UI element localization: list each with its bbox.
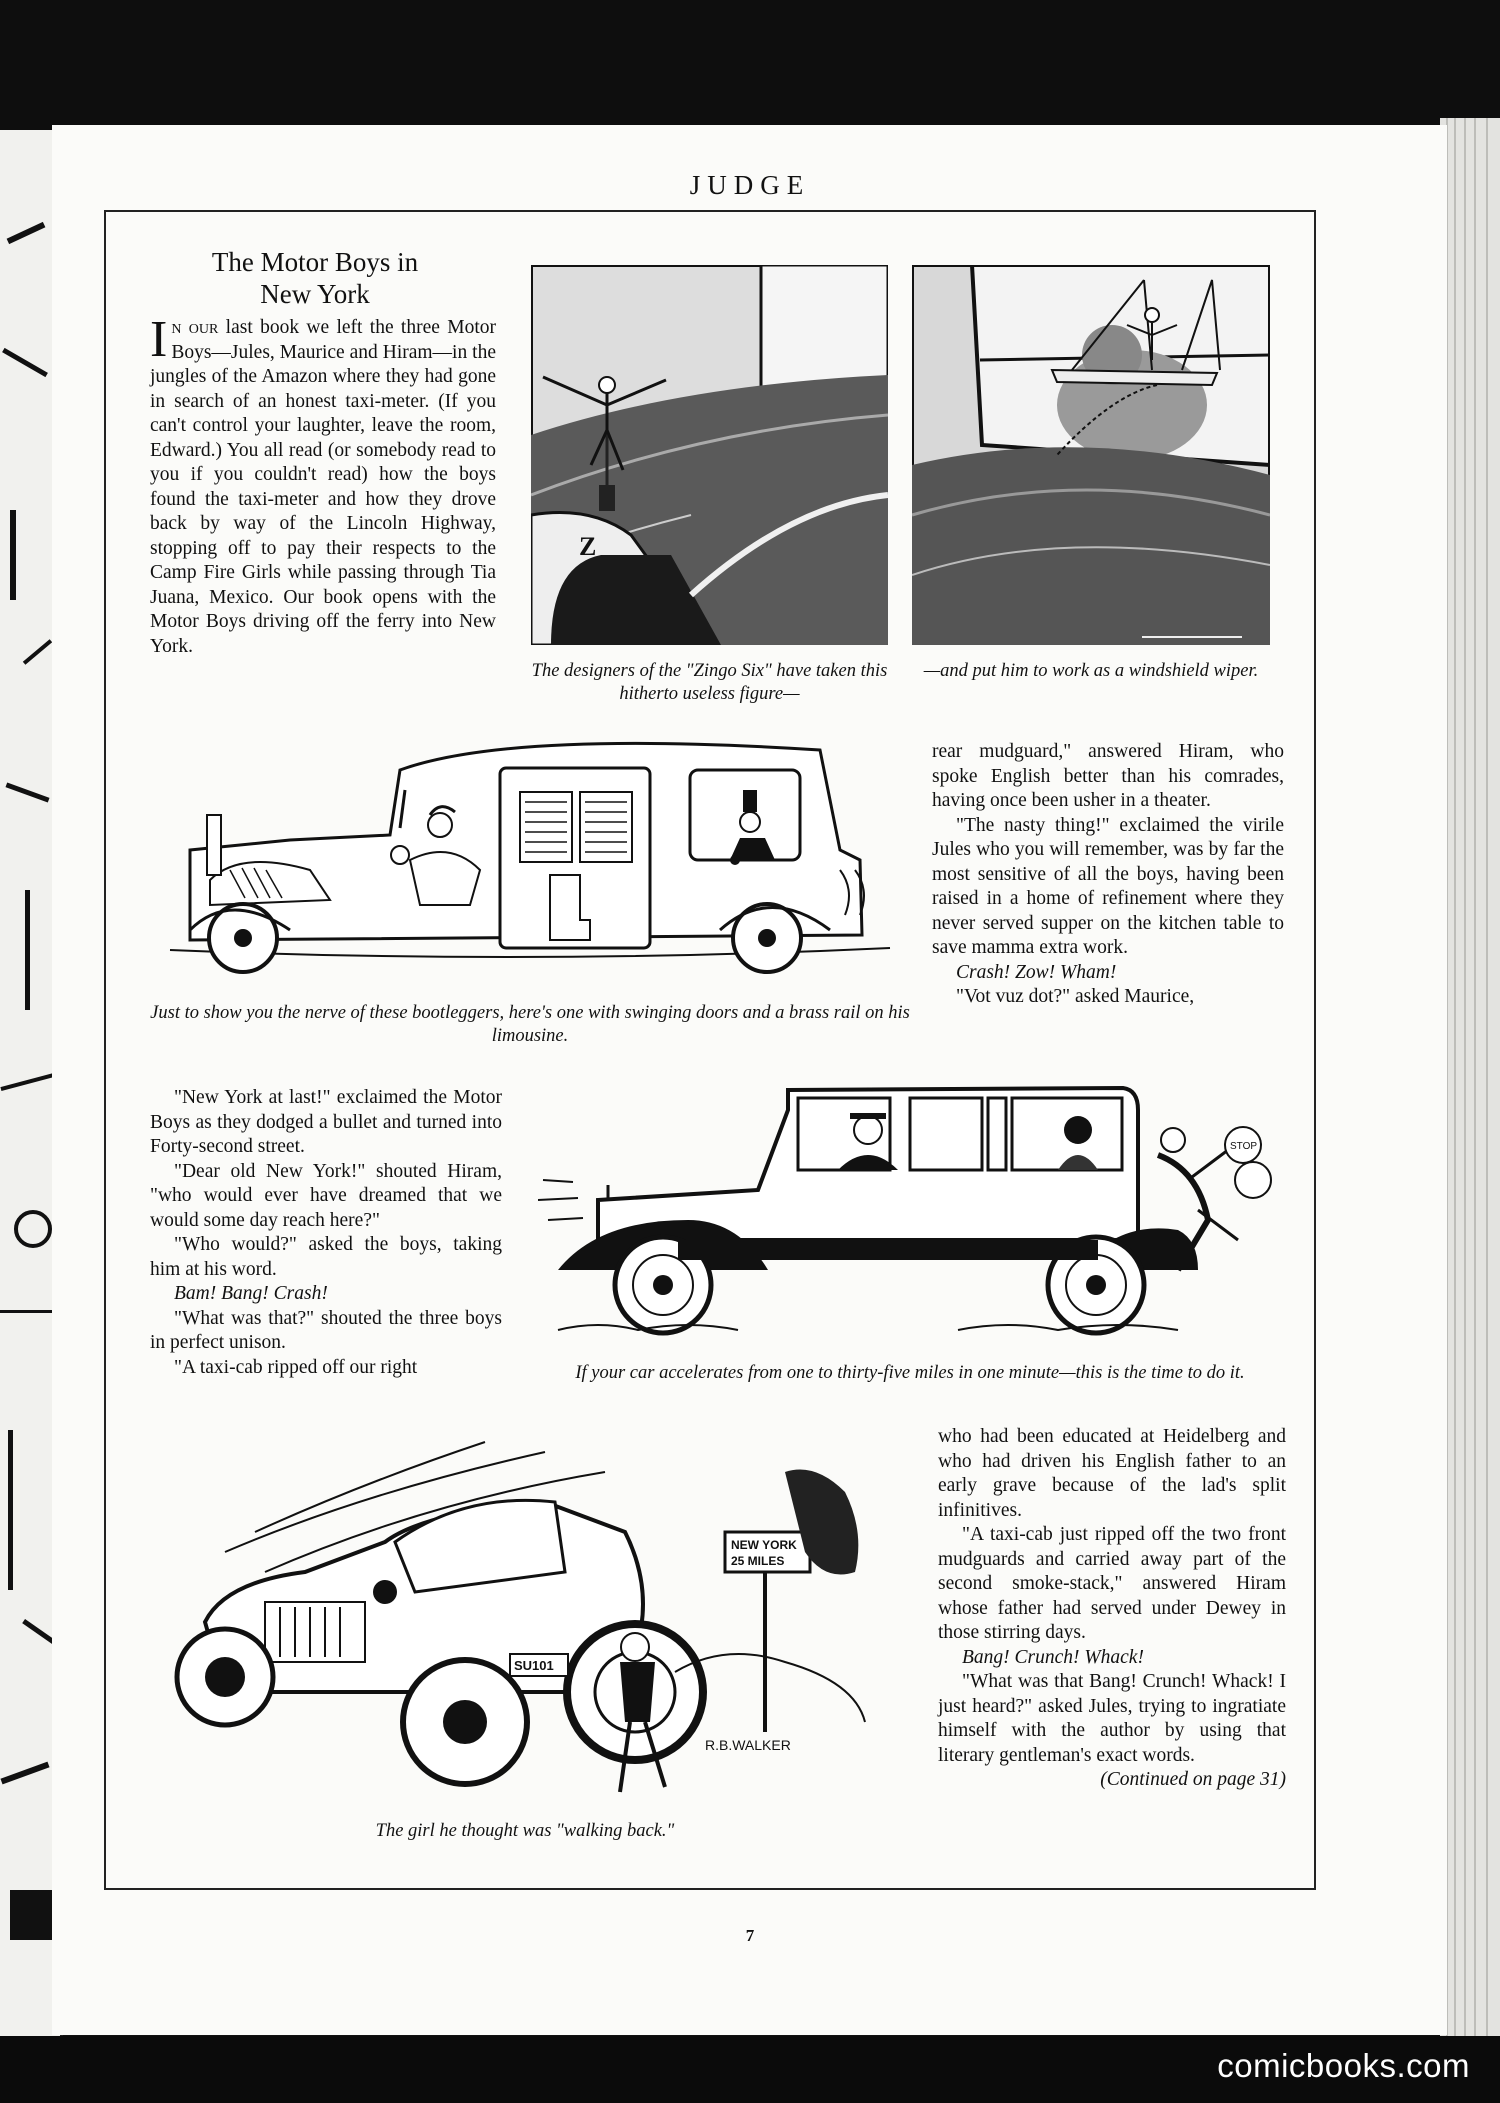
magazine-title: JUDGE xyxy=(689,170,811,200)
text-column-right-3 xyxy=(938,1425,1286,1793)
paragraph: "What was that?" shouted the three boys in perfect unison. xyxy=(150,1307,502,1353)
cartoon-roadster-walking-back xyxy=(165,1432,885,1812)
scan-frame-top xyxy=(0,0,1500,130)
caption-windshield-wiper: —and put him to work as a windshield wiper. xyxy=(923,661,1259,681)
paragraph: "A taxi-cab just ripped off the two front mudguards and carried away part of the second smoke-stack," answered Hiram whose father had served under Dewey in those stirring days. xyxy=(938,1524,1286,1643)
title-line-2: New York xyxy=(260,279,370,309)
paragraph: "Who would?" asked the boys, taking him at his word. xyxy=(150,1234,502,1280)
paragraph: "Vot vuz dot?" asked Maurice, xyxy=(956,986,1195,1007)
sedan-drawing xyxy=(538,1080,1280,1350)
text-column-right-1 xyxy=(932,740,1284,1010)
lead-paragraph xyxy=(150,311,496,659)
hood-ornament-drawing xyxy=(531,265,888,645)
text-column-left-2 xyxy=(150,1086,502,1380)
sign-line-1: NEW YORK xyxy=(731,1538,797,1552)
sound-effects: Crash! Zow! Wham! xyxy=(956,961,1117,983)
site-watermark: comicbooks.com xyxy=(1217,2047,1470,2084)
windshield-wiper-drawing xyxy=(912,265,1270,645)
paragraph: "New York at last!" exclaimed the Motor Boys as they dodged a bullet and turned into Forty-second street. xyxy=(150,1087,502,1157)
page-number: 7 xyxy=(745,1926,755,1945)
drop-cap: I xyxy=(150,311,168,368)
caption-roadster: The girl he thought was "walking back." xyxy=(375,1821,675,1841)
stop-sign-text: STOP xyxy=(1230,1141,1258,1152)
paragraph: who had been educated at Heidelberg and who had driven his English father to an early grave because of the lad's split infinitives. xyxy=(938,1426,1286,1521)
sign-line-2: 25 MILES xyxy=(731,1554,785,1568)
lead-text: last book we left the three Motor Boys—Jules, Maurice and Hiram—in the jungles of the Amazon where they had gone in search of an honest taxi-meter. (If you can't control your laughter, leave the room, Edward.) You all read (or somebody read to you if you couldn't read) how the boys found the taxi-meter and how they drove back by way of the Lincoln Highway, stopping off to pay their respects to the Camp Fire Girls while passing through Tia Juana, Mexico. Our book opens with the Motor Boys driving off the ferry into New York. xyxy=(150,317,496,657)
title-line-1: The Motor Boys in xyxy=(211,247,419,277)
caption-hood-ornament: The designers of the "Zingo Six" have taken this hitherto useless figure— xyxy=(531,661,888,704)
hood-letter: Z xyxy=(579,532,597,561)
lead-smallcaps: n our xyxy=(171,317,219,338)
limousine-drawing xyxy=(150,730,910,985)
paragraph: "What was that Bang! Crunch! Whack! I just heard?" asked Jules, trying to ingratiate himself with the author by using that literary gentleman's exact words. xyxy=(938,1671,1286,1766)
paragraph: "The nasty thing!" exclaimed the virile Jules who you will remember, was by far the most sensitive of all the boys, having been raised in a home of refinement where they never served supper on the kitchen table to save mamma extra work. xyxy=(932,814,1284,958)
paragraph: "A taxi-cab ripped off our right xyxy=(174,1356,418,1378)
sound-effects: Bam! Bang! Crash! xyxy=(174,1283,328,1304)
caption-limousine: Just to show you the nerve of these bootleggers, here's one with swinging doors and a brass rail on his limousine. xyxy=(150,1003,910,1046)
page-edge-stack xyxy=(1440,118,1500,2038)
roadster-drawing xyxy=(165,1432,885,1812)
cartoon-hood-ornament xyxy=(531,265,888,645)
license-plate: SU101 xyxy=(514,1658,554,1673)
continued-note: (Continued on page 31) xyxy=(1100,1769,1286,1790)
artist-signature: R.B.WALKER xyxy=(705,1737,791,1753)
sound-effects: Bang! Crunch! Whack! xyxy=(962,1646,1144,1668)
paragraph: "Dear old New York!" shouted Hiram, "who would ever have dreamed that we would some day reach here?" xyxy=(150,1160,502,1231)
cartoon-bootlegger-limousine xyxy=(150,730,910,985)
cartoon-windshield-wiper xyxy=(912,265,1270,645)
paragraph: rear mudguard," answered Hiram, who spoke English better than his comrades, having once been usher in a theater. xyxy=(932,741,1284,811)
article-title xyxy=(150,246,480,310)
cartoon-accelerating-sedan xyxy=(538,1080,1280,1350)
caption-sedan: If your car accelerates from one to thirty-five miles in one minute—this is the time to do it. xyxy=(575,1363,1245,1383)
